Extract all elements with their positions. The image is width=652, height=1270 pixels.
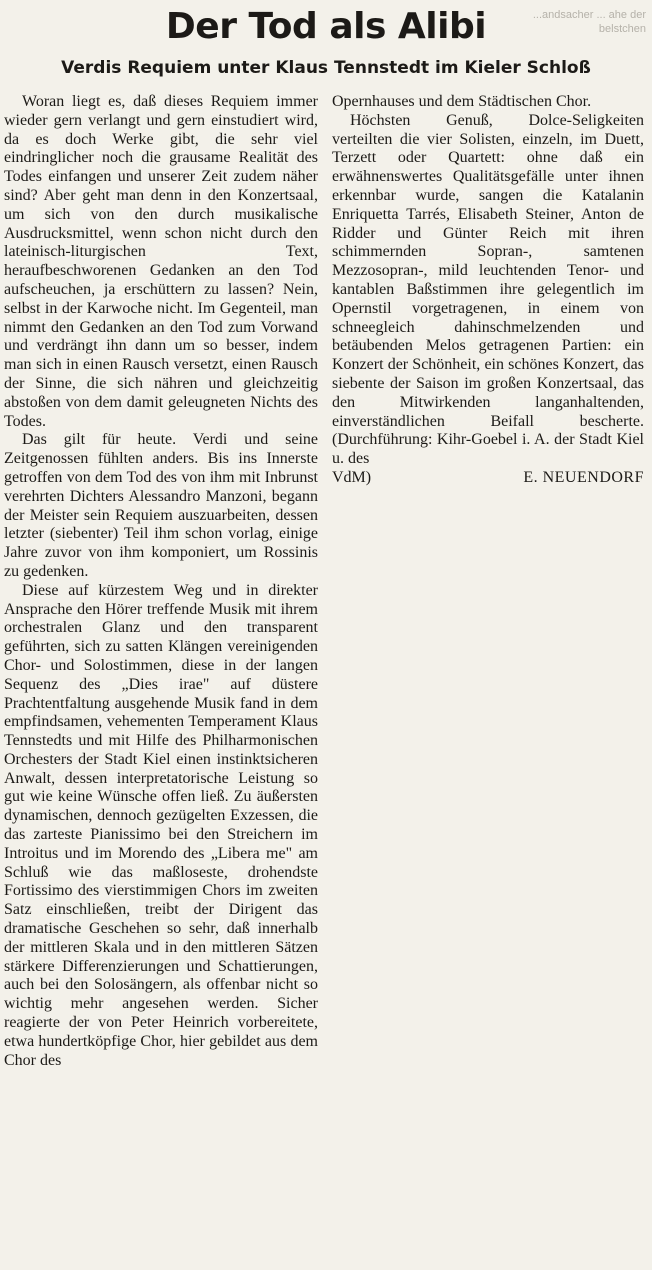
author-byline: E. NEUENDORF [523,468,644,486]
byline-row [332,469,644,488]
headline: Der Tod als Alibi [165,6,487,47]
paragraph-intro: Woran liegt es, daß dieses Requiem immer wieder gern verlangt und gern einstudiert wird, da es doch Werke gibt, die sehr viel eindringlicher noch die grausame Realität des Todes einfangen und unserer Zeit zudem näher sind? Aber geht man denn in den Konzertsaal, um sich von den durch musikalische Ausdrucksmittel, wenn schon nicht durch den lateinisch-liturgischen Text, heraufbeschworenen Gedanken an den Tod aufscheuchen, ja erschüttern zu lassen? Nein, selbst in der Karwoche nicht. Im Gegenteil, man nimmt den Gedanken an den Tod zum Vorwand und verdrängt ihn dann um so besser, indem man sich in einen Rausch versetzt, einen Rausch der Sinne, die sich nähren und gleichzeitig abstoßen von dem damit geleugneten Nichts des Todes. [4,93,318,430]
paragraph-soloists: Höchsten Genuß, Dolce-Seligkeiten verteilten die vier Solisten, einzeln, im Duett, Terzett oder Quartett: ohne daß ein erwähnenswertes Qualitätsgefälle unter ihnen erkennbar wurde, sangen die Katalanin Enriquetta Tarrés, Elisabeth Steiner, Anton de Ridder und Günter Reich mit ihren schimmernden Sopran-, samtenen Mezzosopran-, mild leuchtenden Tenor- und kantablen Baßstimmen ihre gelegentlich im Opernstil vorgetragenen, in einem von schneegleich dahinschmelzenden und betäubenden Melos getragenen Partien: ein Konzert der Schönheit, ein schönes Konzert, das siebente der Saison im großen Konzertsaal, das den Mitwirkenden langanhaltenden, einverständlichen Beifall bescherte. (Durchführung: Kihr-Goebel i. A. der Stadt Kiel u. des [332,111,644,468]
left-column [4,93,318,1070]
paragraph-continuation: Opernhauses und dem Städtischen Chor. [332,93,592,110]
paragraph-verdi: Das gilt für heute. Verdi und seine Zeitgenossen fühlten anders. Bis ins Innerste getroffen von dem Tod des von ihm mit Inbrunst verehrten Dichters Alessandro Manzoni, begann der Meister sein Requiem auszuarbeiten, dessen letzter (siebenter) Teil ihm schon vorlag, einige Jahre zuvor von ihm komponiert, um Rossinis zu gedenken. [4,431,318,580]
right-column [332,93,644,488]
closing-text: VdM) [332,468,372,486]
paragraph-performance: Diese auf kürzestem Weg und in direkter Ansprache den Hörer treffende Musik mit ihrem orchestralen Glanz und den transparent geführten, sich zu satten Klängen vereinigenden Chor- und Solostimmen, diese in der langen Sequenz des „Dies irae" auf düstere Prachtentfaltung ausgehende Musik fand in dem empfindsamen, vehementen Temperament Klaus Tennstedts und mit Hilfe des Philharmonischen Orchesters der Stadt Kiel einen instinktsicheren Anwalt, dessen interpretatorische Leistung so gut wie keine Wünsche offen ließ. Zu äußersten dynamischen, dennoch gezügelten Exzessen, die das zarteste Pianissimo bei den Streichern im Introitus und im Morendo des „Libera me" am Schluß wie das maßloseste, drohendste Fortissimo des vierstimmigen Chors im zweiten Satz einschließen, treibt der Dirigent das dramatische Geschehen so sehr, daß innerhalb der mittleren Skala und in den mittleren Sätzen stärkere Differenzierungen und Schattierungen, auch bei den Solosängern, als offenbar nicht so wichtig mehr angesehen werden. Sicher reagierte der von Peter Heinrich vorbereitete, etwa hundertköpfige Chor, hier gebildet aus dem Chor des [4,581,318,1069]
bleed-through-text: ...andsacher ... ahe der belstchen [532,9,646,35]
subheadline: Verdis Requiem unter Klaus Tennstedt im Kieler Schloß [61,58,591,78]
